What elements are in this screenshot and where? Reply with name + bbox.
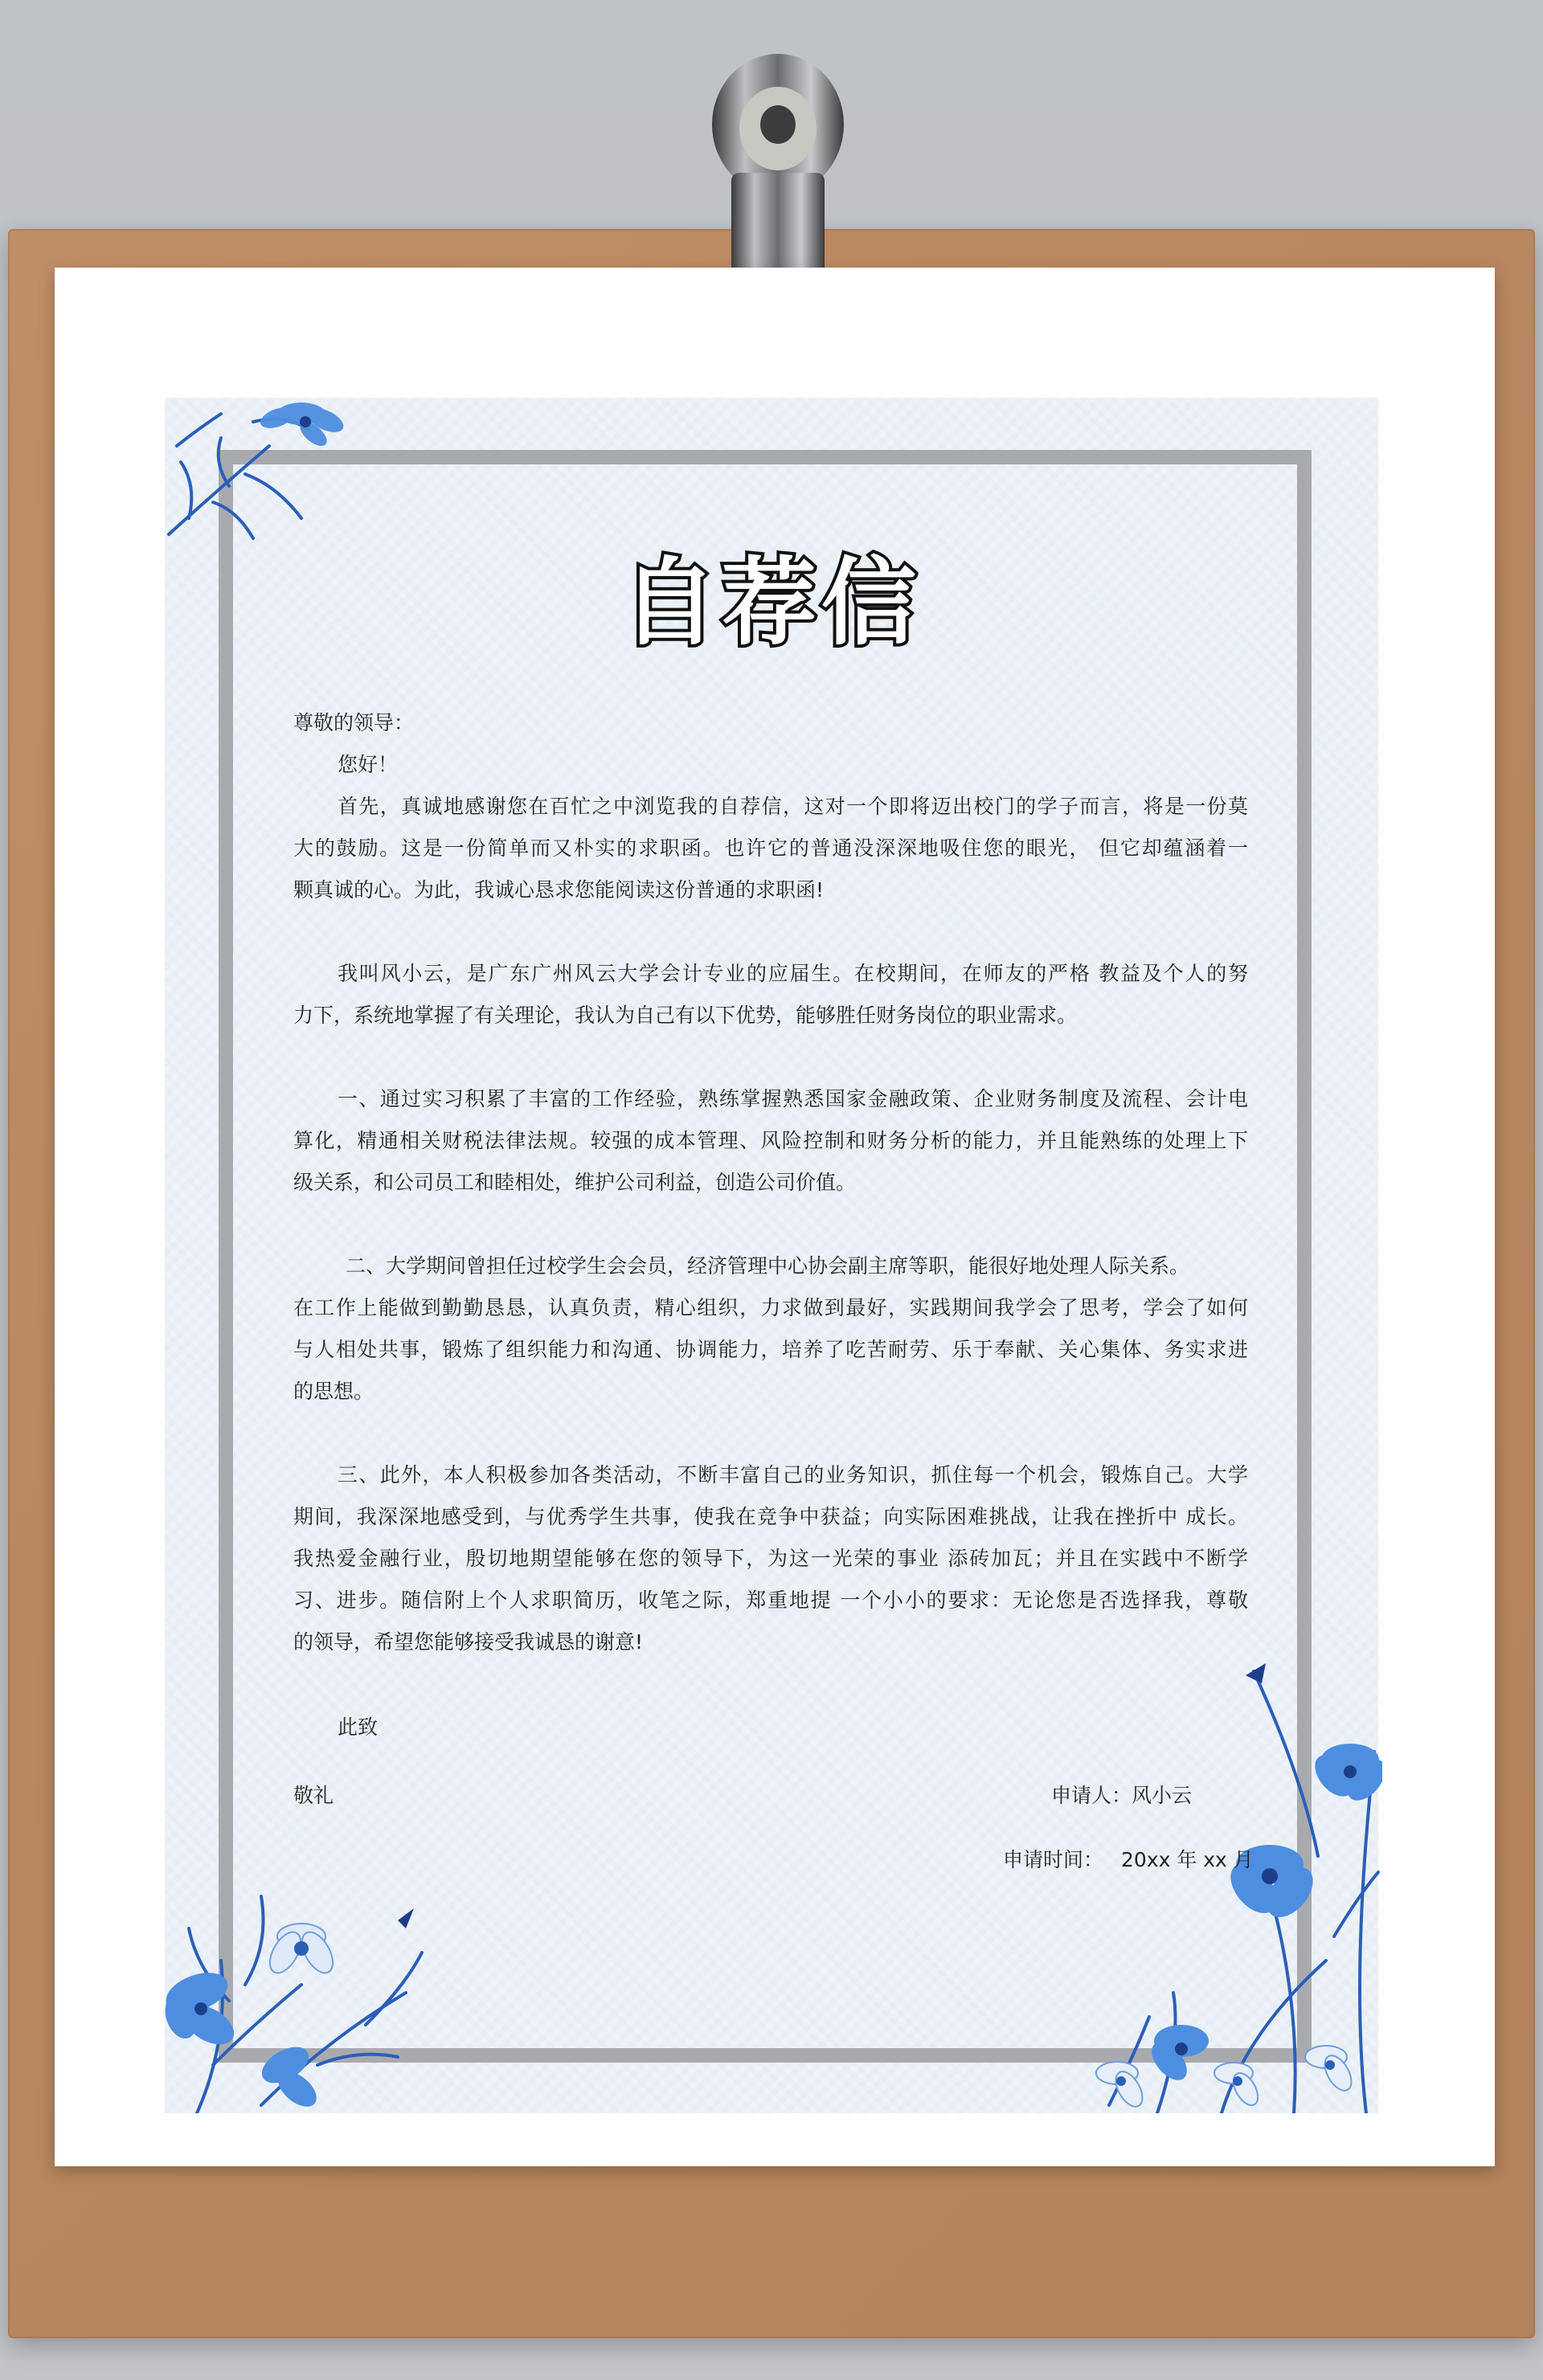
paragraph-line: 我叫风小云，是广东广州风云大学会计专业的应届生。在校期间，在师友的严格 教益及个人的努 bbox=[338, 962, 1248, 985]
paragraph-line: 期间，我深深地感受到，与优秀学生共事，使我在竞争中获益；向实际困难挑战，让我在挫折中 成长。 bbox=[293, 1505, 1248, 1528]
letter-title: 自荐信 bbox=[621, 547, 921, 658]
paragraph-line: 二、大学期间曾担任过校学生会会员，经济管理中心协会副主席等职，能很好地处理人际关系。 bbox=[346, 1254, 1190, 1278]
date-value: 20xx 年 xx 月 bbox=[1120, 1848, 1254, 1871]
paragraph-line: 习、进步。随信附上个人求职简历，收笔之际，郑重地提 一个小小的要求：无论您是否选择我，尊敬 bbox=[293, 1589, 1248, 1612]
paragraph-line: 三、此外，本人积极参加各类活动，不断丰富自己的业务知识，抓住每一个机会，锻炼自己。大学 bbox=[338, 1463, 1248, 1486]
regards: 敬礼 bbox=[293, 1784, 334, 1807]
paragraph-line: 一、通过实习积累了丰富的工作经验，熟练掌握熟悉国家金融政策、企业财务制度及流程、会计电 bbox=[338, 1087, 1248, 1110]
paragraph-line: 在工作上能做到勤勤恳恳，认真负责，精心组织，力求做到最好，实践期间我学会了思考，学会了如何 bbox=[293, 1296, 1248, 1319]
greeting: 您好！ bbox=[338, 753, 399, 776]
date-label bbox=[1003, 1844, 1254, 1873]
paragraph-line: 大的鼓励。这是一份简单而又朴实的求职函。也许它的普通没深深地吸住您的眼光， 但它却蕴涵着一 bbox=[293, 836, 1248, 860]
paragraph-line: 算化，精通相关财税法律法规。较强的成本管理、风险控制和财务分析的能力，并且能熟练的处理上下 bbox=[293, 1129, 1248, 1152]
paragraph-line: 我热爱金融行业，殷切地期望能够在您的领导下，为这一光荣的事业 添砖加瓦；并且在实践中不断学 bbox=[293, 1547, 1248, 1570]
salutation: 尊敬的领导： bbox=[293, 711, 415, 734]
closing: 此致 bbox=[338, 1715, 379, 1739]
date-label-text: 申请时间： bbox=[1003, 1848, 1104, 1871]
applicant-label: 申请人：风小云 bbox=[1051, 1784, 1193, 1807]
paragraph-line: 级关系，和公司员工和睦相处，维护公司利益，创造公司价值。 bbox=[293, 1171, 857, 1194]
paragraph-line: 力下，系统地掌握了有关理论，我认为自己有以下优势，能够胜任财务岗位的职业需求。 bbox=[293, 1004, 1078, 1027]
paragraph-line: 颗真诚的心。为此，我诚心恳求您能阅读这份普通的求职函! bbox=[293, 878, 825, 902]
paragraph-line: 的领导，希望您能够接受我诚恳的谢意! bbox=[293, 1630, 644, 1654]
paragraph-line: 的思想。 bbox=[293, 1380, 374, 1403]
blue-flower-icon bbox=[1061, 1655, 1382, 2113]
paragraph-line: 与人相处共事，锻炼了组织能力和沟通、协调能力，培养了吃苦耐劳、乐于奉献、关心集体、务实求进 bbox=[293, 1338, 1248, 1361]
paragraph-line: 首先，真诚地感谢您在百忙之中浏览我的自荐信，这对一个即将迈出校门的学子而言，将是一份莫 bbox=[338, 795, 1248, 818]
blue-flower-icon bbox=[165, 398, 358, 558]
blue-flower-icon bbox=[165, 1864, 454, 2113]
